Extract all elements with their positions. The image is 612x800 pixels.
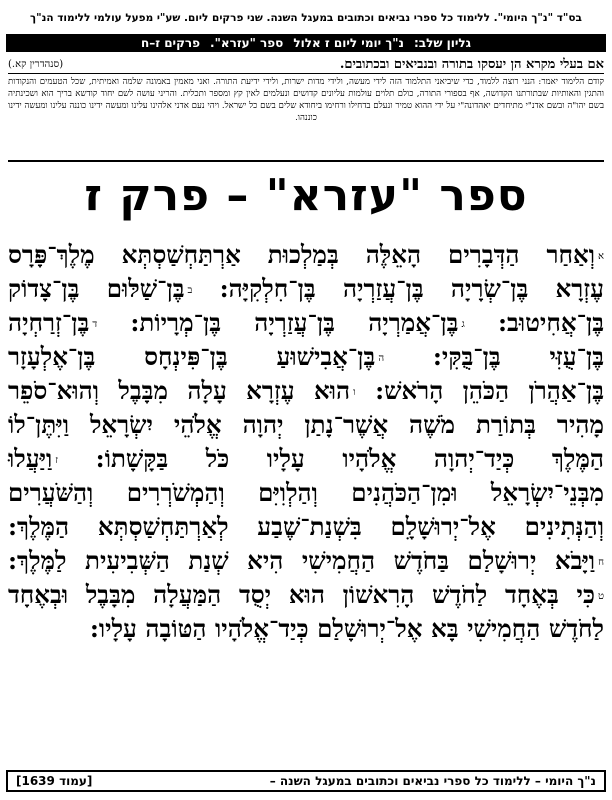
verse-segment: לַחֹדֶשׁ הַחֲמִישִׁי בָּא אֶל־יְרוּשָׁלַם כְּיַד־אֱלֹהָיו הַטּוֹבָה עָלָיו:	[89, 614, 604, 643]
verse-line	[8, 510, 604, 544]
verse-line	[8, 306, 604, 340]
verse-line	[8, 476, 604, 510]
verse-line	[8, 442, 604, 476]
issue-label: גליון שלב:	[413, 36, 472, 50]
page-number: [עמוד 1639]	[16, 774, 93, 788]
verse-segment: וַיַּעֲלוּ	[8, 444, 53, 473]
verse-line	[8, 612, 604, 646]
verse-segment: מָהִיר בְּתוֹרַת מֹשֶׁה אֲשֶׁר־נָתַן יְהוָה אֱלֹהֵי יִשְׂרָאֵל וַיִּתֶּן־לוֹ	[8, 410, 604, 439]
verse-segment: בֶּן־אֲבִישׁוּעַ בֶּן־פִּינְחָס בֶּן־אֶלְעָזָר	[8, 342, 376, 371]
verse-number: ט	[597, 590, 604, 602]
motto-source: (סנהדרין קא.)	[8, 58, 64, 70]
motto	[8, 55, 604, 74]
verse-segment: וְאַחַר הַדְּבָרִים הָאֵלֶּה בְּמַלְכוּת אַרְתַּחְשַׁסְתְּא מֶלֶךְ־פָּרָס	[8, 240, 595, 269]
verse-number: ד	[92, 318, 98, 330]
chapter-title: ספר "עזרא" – פרק ז	[84, 170, 528, 221]
verse-line	[8, 238, 604, 272]
verse-number: ה	[378, 352, 385, 364]
verse-segment: כִּי בְּאֶחָד לַחֹדֶשׁ הָרִאשׁוֹן הוּא יְסֻד הַמַּעֲלָה מִבָּבֶל וּבְאֶחָד	[8, 580, 595, 609]
verse-segment: הַמֶּלֶךְ כְּיַד־יְהוָה אֱלֹהָיו עָלָיו כֹּל בַּקָּשָׁתוֹ:	[95, 444, 604, 473]
issue-bar	[6, 34, 606, 52]
pre-study-prayer: קודם הלימוד יאמר: הנני רוצה ללמוד, כדי שיביאני התלמוד הזה לידי מעשה, ולידי מדות ישרות, ולידי ידיעת התורה. ואני מאמין באמונה שלמה ואמיתית, שכל הטעמים והנקודות והתגין והאותיות שבתורתנו הקדושה, אף בספורי התורה, כולם תלוים עולמות עליונים קדושים ונעלמים לאין קץ ומספר ותכלית. והריני עושה לשם יחוד קודשא בריך הוא ושכינתיה בשם יהו"ה ובשם אדנ"י מתיחדים יאהדונה"י על ידי ההוא טמיר ונעלם בדחילו ורחימו ביחודא שלים בשם כל ישראל. ויהי נעם אדני אלהינו עלינו ומעשה ידינו כוננה עלינו ומעשה ידינו כוננהו.	[8, 76, 604, 162]
verse-segment: מִבְּנֵי־יִשְׂרָאֵל וּמִן־הַכֹּהֲנִים וְהַלְוִיִּם וְהַמְשֹׁרְרִים וְהַשֹּׁעֲרִים	[8, 478, 604, 507]
verse-line	[8, 544, 604, 578]
verse-line	[8, 374, 604, 408]
verse-segment: הוּא עֶזְרָא עָלָה מִבָּבֶל וְהוּא־סֹפֵר	[8, 376, 351, 405]
verse-segment: עֶזְרָא בֶּן־שְׂרָיָה בֶּן־עֲזַרְיָה בֶּן־חִלְקִיָּה:	[219, 274, 604, 303]
verse-segment: וְהַנְּתִינִים אֶל־יְרוּשָׁלִָם בִּשְׁנַת־שֶׁבַע לְאַרְתַּחְשַׁסְתְּא הַמֶּלֶךְ:	[8, 512, 604, 541]
verse-text	[8, 238, 604, 646]
banner-text: בס"ד "נ"ך היומי". ללימוד כל ספרי נביאים וכתובים במעגל השנה. שני פרקים ליום. שע"י מפעל עולמי ללימוד הנ"ך	[30, 12, 582, 24]
verse-line	[8, 408, 604, 442]
chapters-range: פרקים ז–ח	[140, 36, 201, 50]
verse-line	[8, 272, 604, 306]
book-name: ספר "עזרא".	[210, 36, 284, 50]
verse-number: ז	[55, 454, 59, 466]
verse-segment: וַיָּבֹא יְרוּשָׁלַם בַּחֹדֶשׁ הַחֲמִישִׁי הִיא שְׁנַת הַשְּׁבִיעִית לַמֶּלֶךְ:	[8, 546, 596, 575]
verse-segment: בֶּן־אַהֲרֹן הַכֹּהֵן הָרֹאשׁ:	[375, 376, 604, 405]
verse-line	[8, 340, 604, 374]
verse-line	[8, 578, 604, 612]
verse-segment: בֶּן־עֻזִּי בֶּן־בֻּקִּי:	[432, 342, 605, 371]
verse-segment: בֶּן־זְרַחְיָה	[8, 308, 90, 337]
issue-date: נ"ך יומי ליום ז אלול	[293, 36, 404, 50]
verse-number: ו	[353, 386, 356, 398]
verse-segment: בֶּן־שַׁלּוּם בֶּן־צָדוֹק	[8, 274, 185, 303]
footer-title: נ"ך היומי – ללימוד כל ספרי נביאים וכתובים במעגל השנה –	[269, 774, 596, 788]
verse-segment: בֶּן־אֲחִיטוּב:	[498, 308, 605, 337]
motto-text: אם בעלי מקרא הן יעסקו בתורה ובנביאים ובכתובים.	[339, 57, 604, 72]
verse-number: ג	[461, 318, 465, 330]
verse-number: ח	[598, 556, 604, 568]
top-banner	[6, 6, 606, 30]
verse-number: ב	[187, 284, 193, 296]
verse-number: א	[597, 250, 604, 262]
footer	[6, 770, 606, 792]
verse-segment: בֶּן־אֲמַרְיָה בֶּן־עֲזַרְיָה בֶּן־מְרָיוֹת:	[130, 308, 459, 337]
